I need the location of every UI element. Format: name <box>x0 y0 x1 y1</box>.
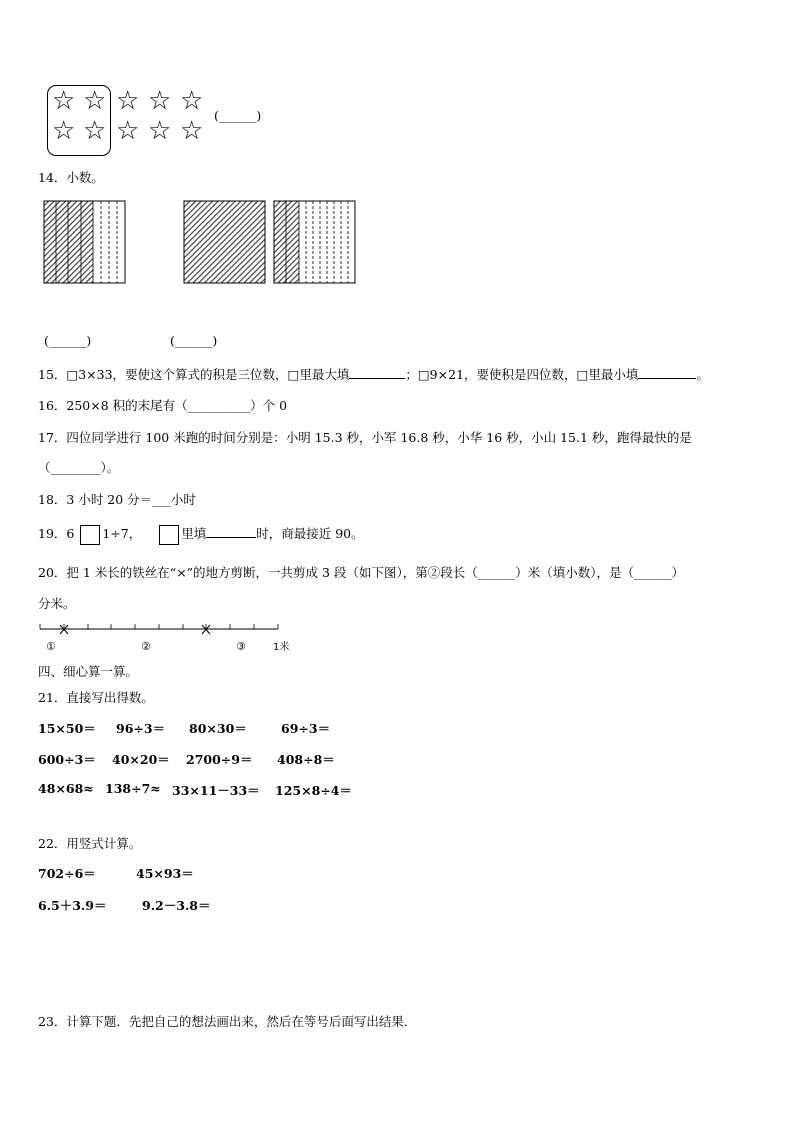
q23-text: 23．计算下题．先把自己的想法画出来，然后在等号后面写出结果． <box>38 1014 417 1029</box>
q19-blank[interactable] <box>206 526 256 538</box>
q19 <box>38 524 364 545</box>
ruler-segment-2: ② <box>141 640 151 653</box>
q15-text-b: ；□9×21，要使积是四位数，□里最小填 <box>405 367 639 382</box>
q14-answer-2[interactable]: (______) <box>170 333 218 348</box>
star-icon: ☆ <box>52 86 76 116</box>
q21-title: 21．直接写出得数。 <box>38 690 154 705</box>
star-icon: ☆ <box>116 86 140 116</box>
star-icon: ☆ <box>83 86 107 116</box>
q22-item: 702÷6＝ <box>38 866 96 881</box>
q19-text-d: 时，商最接近 90。 <box>256 526 364 541</box>
q17-line2[interactable]: （________）。 <box>38 460 120 475</box>
ruler-segment-3: ③ <box>236 640 246 653</box>
q21-item: 125×8÷4＝ <box>275 783 352 798</box>
q15-blank-1[interactable] <box>349 367 405 379</box>
q21-item: 96÷3＝ <box>116 721 166 736</box>
section4-title: 四、细心算一算。 <box>38 664 139 679</box>
q19-box-1[interactable] <box>80 525 100 545</box>
star-icon: ☆ <box>52 116 76 146</box>
q20-line2: 分米。 <box>38 596 76 611</box>
q22-title: 22．用竖式计算。 <box>38 836 142 851</box>
star-icon: ☆ <box>83 116 107 146</box>
q21-item: 40×20＝ <box>112 752 170 767</box>
q21-item: 48×68≈ <box>38 781 94 796</box>
star-icon: ☆ <box>180 116 204 146</box>
q19-text-c: 里填 <box>181 526 207 541</box>
ruler-segment-1: ① <box>46 640 56 653</box>
q15 <box>38 365 709 383</box>
q21-item: 138÷7≈ <box>105 781 161 796</box>
q15-text-c: 。 <box>696 367 709 382</box>
star-icon: ☆ <box>116 116 140 146</box>
q21-item: 15×50＝ <box>38 721 96 736</box>
q21-item: 2700÷9＝ <box>186 752 253 767</box>
q19-text-b: 1÷7， <box>102 526 142 541</box>
q14-answer-1[interactable]: (______) <box>44 333 92 348</box>
q22-item: 45×93＝ <box>136 866 194 881</box>
q15-blank-2[interactable] <box>638 367 696 379</box>
ruler-diagram <box>0 615 320 655</box>
q20-line1: 20．把 1 米长的铁丝在“×”的地方剪断，一共剪成 3 段（如下图），第②段长（______）米（填小数），是（______） <box>38 565 684 580</box>
q18-text: 18．3 小时 20 分＝___小时 <box>38 492 196 507</box>
q15-text-a: 15．□3×33，要使这个算式的积是三位数，□里最大填 <box>38 367 350 382</box>
ruler-end-label: 1米 <box>273 642 290 653</box>
q21-item: 33×11－33＝ <box>172 783 260 798</box>
q19-text-a: 19．6 <box>38 526 75 541</box>
star-icon: ☆ <box>148 116 172 146</box>
q22-item: 9.2－3.8＝ <box>142 898 211 913</box>
q19-box-2[interactable] <box>159 525 179 545</box>
star-icon: ☆ <box>148 86 172 116</box>
q21-item: 600÷3＝ <box>38 752 96 767</box>
q21-item: 69÷3＝ <box>281 721 331 736</box>
decimal-figure-1 <box>44 201 125 283</box>
q16-text: 16．250×8 积的末尾有（__________）个 0 <box>38 398 288 413</box>
q21-item: 80×30＝ <box>189 721 247 736</box>
q21-item: 408÷8＝ <box>277 752 335 767</box>
decimal-figures <box>0 0 794 300</box>
q14-text: 14．小数。 <box>38 170 104 185</box>
star-icon: ☆ <box>180 86 204 116</box>
decimal-figure-3 <box>274 201 355 283</box>
decimal-figure-2 <box>184 201 265 283</box>
q17-line1: 17．四位同学进行 100 米跑的时间分别是：小明 15.3 秒，小军 16.8 秒，小华 16 秒，小山 15.1 秒，跑得最快的是 <box>38 430 692 445</box>
stars-answer-blank[interactable]: (______) <box>214 108 262 123</box>
q22-item: 6.5＋3.9＝ <box>38 898 107 913</box>
